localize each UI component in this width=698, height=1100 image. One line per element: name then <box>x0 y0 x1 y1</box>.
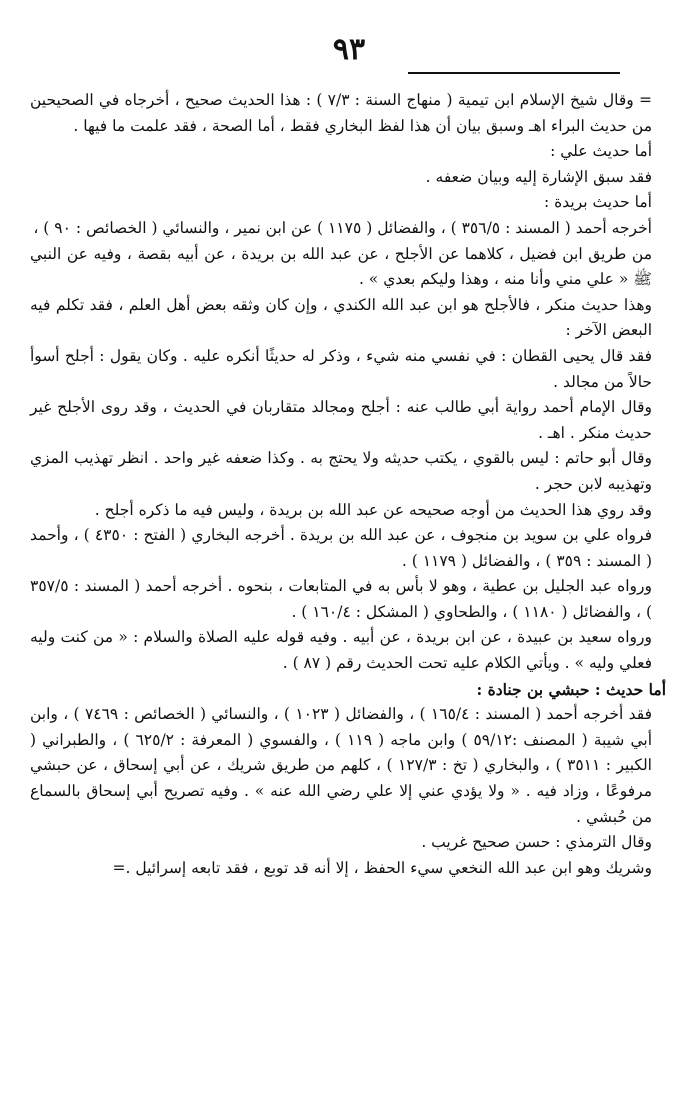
paragraph: فقد قال يحيى القطان : في نفسي منه شيء ، وذكر له حديثًا أنكره عليه . وكان يقول : أجلح أسوأ حالاً من مجالد . <box>30 346 652 391</box>
paragraph: أما حديث بريدة : <box>543 193 652 212</box>
header-rule <box>408 72 620 74</box>
paragraph: ورواه عبد الجليل بن عطية ، وهو لا بأس به في المتابعات ، بنحوه . أخرجه أحمد ( المسند : ٣٥٧/٥ ) ، والفضائل ( ١١٨٠ ) ، والطحاوي ( المشكل : ١٦٠/٤ ) . <box>30 577 652 621</box>
paragraph: وشريك وهو ابن عبد الله النخعي سيء الحفظ ، إلا أنه قد توبع ، فقد تابعه إسرائيل .= <box>112 858 652 877</box>
paragraph: وقال أبو حاتم : ليس بالقوي ، يكتب حديثه ولا يحتج به . وكذا ضعفه غير واحد . انظر تهذيب المزي وتهذيبه لابن حجر . <box>30 449 652 493</box>
paragraph: وهذا حديث منكر ، فالأجلح هو ابن عبد الله الكندي ، وإن كان وثقه بعض أهل العلم ، فقد تكلم فيه البعض الآخر : <box>30 295 652 340</box>
page-body <box>30 88 666 881</box>
paragraph: = وقال شيخ الإسلام ابن تيمية ( منهاج السنة : ٧/٣ ) : هذا الحديث صحيح ، أخرجاه في الصحيحين من حديث البراء اهـ وسبق بيان أن هذا لفظ البخاري فقط ، أما الصحة ، فقد علمت ما فيها . <box>30 91 653 135</box>
paragraph: فقد أخرجه أحمد ( المسند : ١٦٥/٤ ) ، والفضائل ( ١٠٢٣ ) ، والنسائي ( الخصائص : ٧٤٦٩ ) ، وابن أبي شيبة ( المصنف :٥٩/١٢ ) وابن ماجه ( ١١٩ ) ، والفسوي ( المعرفة : ٦٢٥/٢ ) ، والطبراني ( الكبير : ٣٥١١ ) ، والبخاري ( تخ : ١٢٧/٣ ) ، كلهم من طريق شريك ، عن أبي إسحاق ، عن حبشي مرفوعًا ، وزاد فيه . « ولا يؤدي عني إلا علي رضي الله عنه » . وفيه تصريح أبي إسحاق بالسماع من حُبشي . <box>30 705 652 826</box>
paragraph: فرواه علي بن سويد بن منجوف ، عن عبد الله بن بريدة . أخرجه البخاري ( الفتح : ٤٣٥٠ ) ، وأحمد ( المسند : ٣٥٩ ) ، والفضائل ( ١١٧٩ ) . <box>30 526 652 570</box>
paragraph: وقد روي هذا الحديث من أوجه صحيحه عن عبد الله بن بريدة ، وليس فيه ما ذكره أجلح . <box>94 500 652 519</box>
paragraph: من طريق ابن فضيل ، كلاهما عن الأجلح ، عن عبد الله بن بريدة ، عن أبيه بقصة ، وفيه عن النبي ﷺ « علي مني وأنا منه ، وهذا وليكم بعدي » . <box>30 244 652 289</box>
section-heading: أما حديث : حبشي بن جنادة : <box>476 679 666 699</box>
page-number: ٩٣ <box>332 32 366 67</box>
paragraph: وقال الترمذي : حسن صحيح غريب . <box>421 833 652 852</box>
paragraph: أخرجه أحمد ( المسند : ٣٥٦/٥ ) ، والفضائل ( ١١٧٥ ) عن ابن نمير ، والنسائي ( الخصائص : ٩٠ ) ، <box>33 218 652 237</box>
paragraph: فقد سبق الإشارة إليه وبيان ضعفه . <box>425 167 652 186</box>
paragraph: أما حديث علي : <box>550 142 652 161</box>
paragraph: ورواه سعيد بن عبيدة ، عن ابن بريدة ، عن أبيه . وفيه قوله عليه الصلاة والسلام : « من كنت وليه فعلي وليه » . ويأتي الكلام عليه تحت الحديث رقم ( ٨٧ ) . <box>30 628 652 673</box>
paragraph: وقال الإمام أحمد رواية أبي طالب عنه : أجلح ومجالد متقاربان في الحديث ، وقد روى الأجلح غير حديث منكر . اهـ . <box>30 398 652 442</box>
